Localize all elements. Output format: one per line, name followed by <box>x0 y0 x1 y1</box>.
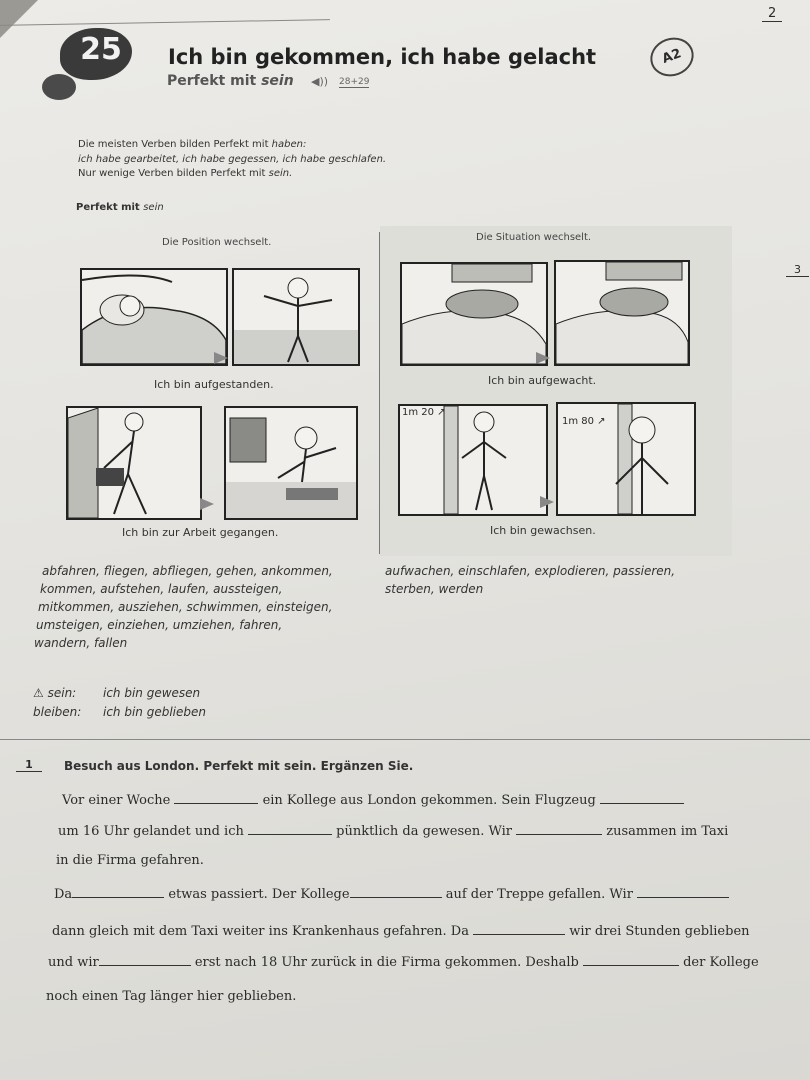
chapter-badge-drop <box>42 74 76 100</box>
exercise-line-7: noch einen Tag länger hier geblieben. <box>46 989 297 1004</box>
exercise-title: Besuch aus London. Perfekt mit sein. Ergänzen Sie. <box>64 759 414 773</box>
exercise-line-3: in die Firma gefahren. <box>56 853 204 868</box>
warning-icon: ⚠ <box>33 686 44 700</box>
page-corner-shadow <box>0 0 38 38</box>
illustration-awake-in-bed <box>554 260 690 366</box>
left-column-heading: Die Position wechselt. <box>162 237 272 248</box>
section-divider <box>0 739 810 740</box>
caption-aufgewacht: Ich bin aufgewacht. <box>488 374 597 387</box>
illustration-sleeping <box>400 262 548 366</box>
answer-blank[interactable] <box>583 953 679 966</box>
caption-gegangen: Ich bin zur Arbeit gegangen. <box>122 526 279 539</box>
audio-track-label: 28+29 <box>339 77 370 87</box>
page-subtitle: Perfekt mit sein <box>167 73 294 89</box>
exercise-line-2: um 16 Uhr gelandet und ich pünktlich da gewesen. Wir zusammen im Taxi <box>58 824 729 839</box>
verb-list-situation: aufwachen, einschlafen, explodieren, passieren, sterben, werden <box>385 564 676 596</box>
answer-blank[interactable] <box>637 885 729 898</box>
answer-blank[interactable] <box>600 791 684 804</box>
exercise-line-6: und wir erst nach 18 Uhr zurück in die Firma gekommen. Deshalb der Kollege <box>48 955 759 970</box>
arrow-icon <box>214 352 228 364</box>
illustration-getting-up <box>232 268 360 366</box>
illustration-child-height <box>398 404 548 516</box>
chapter-number: 25 <box>80 32 122 67</box>
answer-blank[interactable] <box>99 953 191 966</box>
exercise-number: 1 <box>16 758 42 772</box>
arrow-icon <box>200 498 214 510</box>
exercise-line-1: Vor einer Woche ein Kollege aus London gekommen. Sein Flugzeug <box>62 791 684 808</box>
caption-aufgestanden: Ich bin aufgestanden. <box>154 378 274 391</box>
page-title: Ich bin gekommen, ich habe gelacht <box>168 45 597 69</box>
verb-list-position: abfahren, fliegen, abfliegen, gehen, ankommen, kommen, aufstehen, laufen, aussteigen, mitkommen, ausziehen, schwimmen, einsteigen, umsteigen, einziehen, umziehen, fahren, wandern, fallen <box>34 564 333 650</box>
illustration-walking-to-work <box>66 406 202 520</box>
arrow-icon <box>536 352 550 364</box>
page-number-left: 2 <box>762 6 782 22</box>
height-label-before: 1m 20 ↗ <box>402 407 446 418</box>
right-column-heading: Die Situation wechselt. <box>476 232 592 243</box>
answer-blank[interactable] <box>516 822 602 835</box>
answer-blank[interactable] <box>72 885 164 898</box>
column-divider <box>379 232 380 554</box>
answer-blank[interactable] <box>174 791 258 804</box>
answer-blank[interactable] <box>248 822 332 835</box>
height-label-after: 1m 80 ↗ <box>562 416 606 427</box>
arrow-icon <box>540 496 554 508</box>
page-number-right: 3 <box>786 263 809 277</box>
irregular-note: ⚠ sein: ich bin gewesen bleiben: ich bin geblieben <box>33 686 206 719</box>
illustration-working-at-desk <box>224 406 358 520</box>
section-heading: Perfekt mit sein <box>76 202 164 213</box>
top-rule <box>0 19 330 26</box>
level-badge: A2 <box>645 32 699 83</box>
answer-blank[interactable] <box>350 885 442 898</box>
illustration-lying-in-bed <box>80 268 228 366</box>
caption-gewachsen: Ich bin gewachsen. <box>490 524 596 537</box>
speaker-icon[interactable]: ◀)) <box>311 75 329 88</box>
exercise-line-4: Da etwas passiert. Der Kollege auf der Treppe gefallen. Wir <box>54 885 729 902</box>
exercise-line-5: dann gleich mit dem Taxi weiter ins Krankenhaus gefahren. Da wir drei Stunden geblieben <box>52 924 750 939</box>
intro-text: Die meisten Verben bilden Perfekt mit haben: ich habe gearbeitet, ich habe gegessen, ich habe geschlafen. Nur wenige Verben bilden Perfekt mit sein. <box>78 139 387 179</box>
answer-blank[interactable] <box>473 922 565 935</box>
